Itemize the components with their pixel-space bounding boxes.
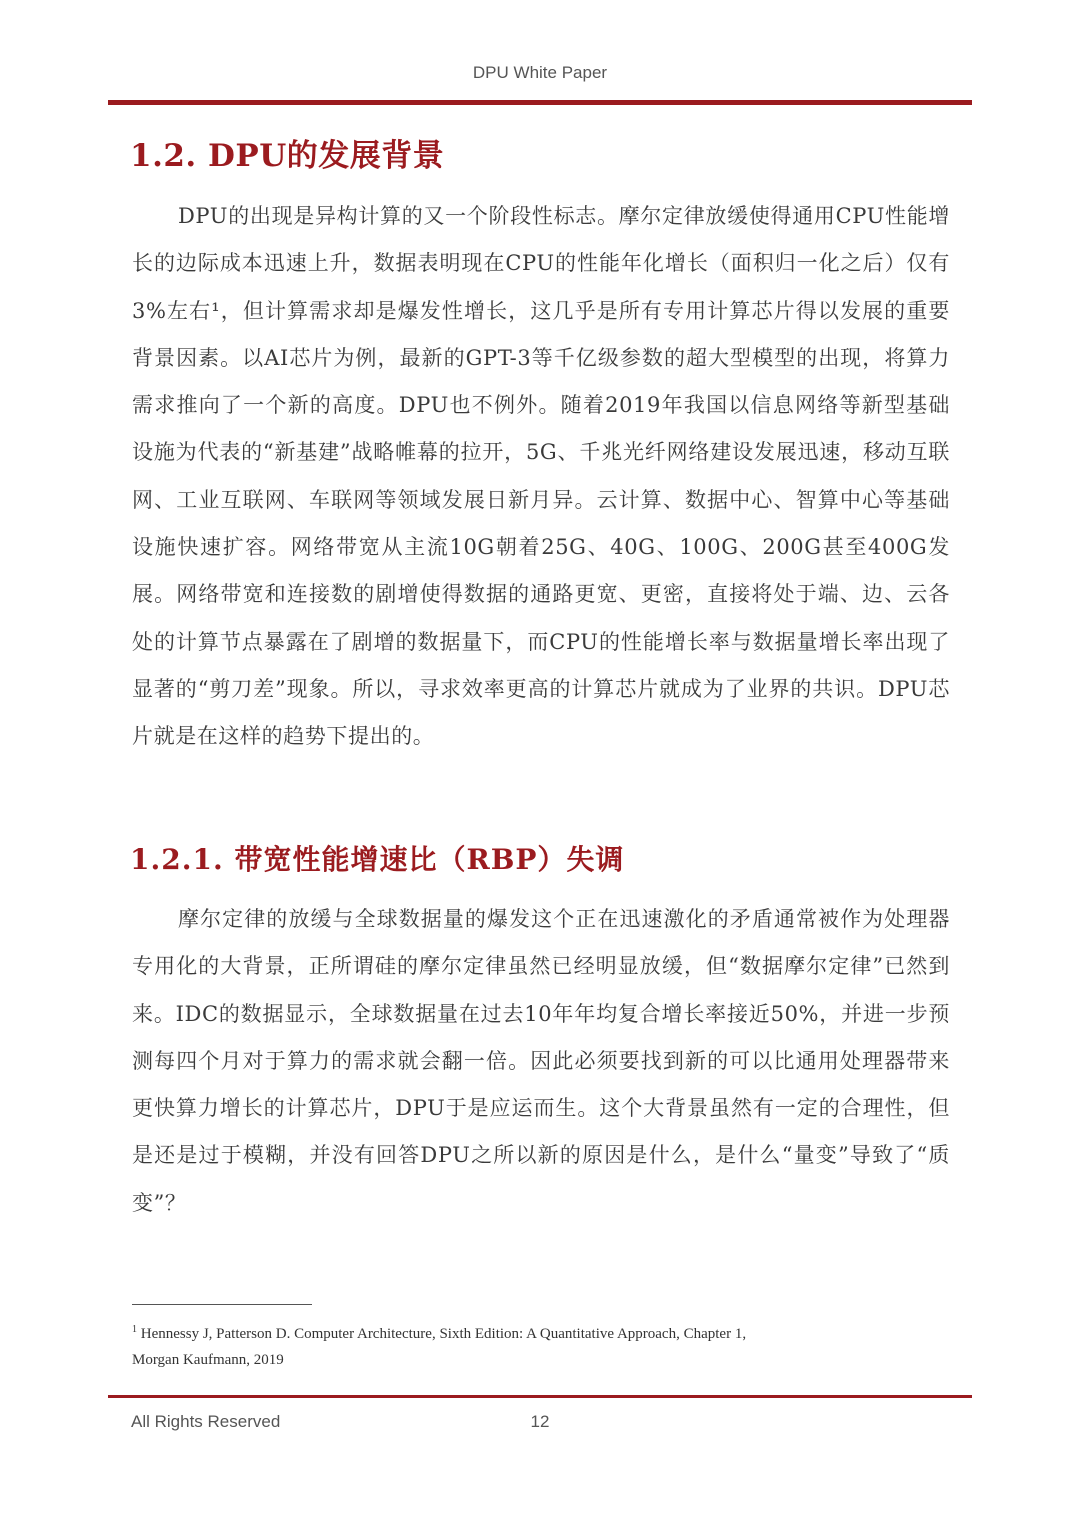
footnote-line-2: Morgan Kaufmann, 2019 (132, 1352, 284, 1368)
section-paragraph: DPU的出现是异构计算的又一个阶段性标志。摩尔定律放缓使得通用CPU性能增长的边际成本迅速上升，数据表明现在CPU的性能年化增长（面积归一化之后）仅有3%左右¹，但计算需求却是爆发性增长，这几乎是所有专用计算芯片得以发展的重要背景因素。以AI芯片为例，最新的GPT-3等千亿级参数的超大型模型的出现，将算力需求推向了一个新的高度。DPU也不例外。随着2019年我国以信息网络等新型基础设施为代表的“新基建”战略帷幕的拉开，5G、千兆光纤网络建设发展迅速，移动互联网、工业互联网、车联网等领域发展日新月异。云计算、数据中心、智算中心等基础设施快速扩容。网络带宽从主流10G朝着25G、40G、100G、200G甚至400G发展。网络带宽和连接数的剧增使得数据的通路更宽、更密，直接将处于端、边、云各处的计算节点暴露在了剧增的数据量下，而CPU的性能增长率与数据量增长率出现了显著的“剪刀差”现象。所以，寻求效率更高的计算芯片就成为了业界的共识。DPU芯片就是在这样的趋势下提出的。 (132, 204, 950, 749)
footnote (132, 1317, 950, 1373)
section-heading: 1.2. DPU的发展背景 (130, 138, 445, 174)
footnote-divider (132, 1304, 312, 1305)
footer-rights: All Rights Reserved (131, 1412, 281, 1431)
footer-divider (108, 1395, 972, 1398)
footnote-line-1: Hennessy J, Patterson D. Computer Architecture, Sixth Edition: A Quantitative Approach, Chapter 1, (140, 1326, 747, 1342)
footnote-marker: 1 (132, 1324, 137, 1335)
subsection-heading: 1.2.1. 带宽性能增速比（RBP）失调 (130, 843, 625, 876)
subsection-paragraph: 摩尔定律的放缓与全球数据量的爆发这个正在迅速激化的矛盾通常被作为处理器专用化的大背景，正所谓硅的摩尔定律虽然已经明显放缓，但“数据摩尔定律”已然到来。IDC的数据显示，全球数据量在过去10年年均复合增长率接近50%，并进一步预测每四个月对于算力的需求就会翻一倍。因此必须要找到新的可以比通用处理器带来更快算力增长的计算芯片，DPU于是应运而生。这个大背景虽然有一定的合理性，但是还是过于模糊，并没有回答DPU之所以新的原因是什么，是什么“量变”导致了“质变”？ (132, 907, 950, 1215)
page-header-title: DPU White Paper (472, 63, 608, 82)
header-divider (108, 100, 972, 105)
page-number: 12 (530, 1412, 550, 1431)
